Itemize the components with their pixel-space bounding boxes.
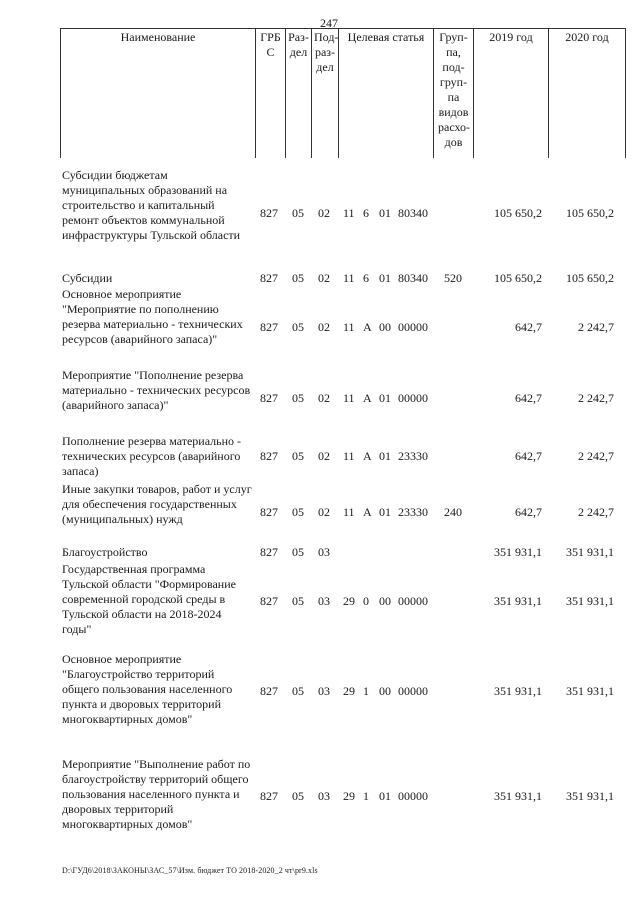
target-part4: 00000 [398, 320, 428, 334]
target-part2: А [363, 391, 372, 405]
grbs-code: 827 [260, 545, 278, 559]
target-part1: 11 [343, 271, 355, 285]
podrazdel-code: 03 [318, 594, 330, 608]
vid-code: 520 [444, 271, 462, 285]
target-part4: 00000 [398, 391, 428, 405]
grbs-code: 827 [260, 684, 278, 698]
razdel-code: 05 [292, 545, 304, 559]
amount-2019: 351 931,1 [494, 594, 542, 608]
razdel-code: 05 [292, 505, 304, 519]
header-name: Наименование [60, 28, 255, 158]
grbs-code: 827 [260, 206, 278, 220]
target-part3: 01 [379, 391, 391, 405]
header-target: Целевая статья [338, 28, 433, 158]
file-path-footer: D:\ГУД6\2018\ЗАКОНЫ\ЗАС_57\Изм. бюджет ТО 2018-2020_2 чт\pr9.xls [62, 866, 318, 875]
target-part1: 29 [343, 789, 355, 803]
row-name: Иные закупки товаров, работ и услуг для обеспечения государственных (муниципальных) нужд [62, 482, 252, 526]
target-part3: 01 [379, 789, 391, 803]
target-part3: 01 [379, 505, 391, 519]
grbs-code: 827 [260, 594, 278, 608]
target-part4: 23330 [398, 449, 428, 463]
target-part3: 01 [379, 271, 391, 285]
row-name: Пополнение резерва материально - технических ресурсов (аварийного запаса) [62, 434, 242, 478]
podrazdel-code: 02 [318, 320, 330, 334]
amount-2020: 351 931,1 [566, 684, 614, 698]
amount-2019: 642,7 [515, 449, 542, 463]
target-part1: 29 [343, 594, 355, 608]
vid-code: 240 [444, 505, 462, 519]
target-part4: 00000 [398, 594, 428, 608]
target-part3: 01 [379, 449, 391, 463]
target-part2: 6 [363, 271, 369, 285]
podrazdel-code: 02 [318, 391, 330, 405]
target-part4: 80340 [398, 271, 428, 285]
header-razdel: Раз- дел [285, 28, 311, 158]
podrazdel-code: 03 [318, 789, 330, 803]
target-part2: 1 [363, 684, 369, 698]
amount-2020: 2 242,7 [578, 320, 614, 334]
header-2019: 2019 год [473, 28, 548, 158]
row-name: Субсидии бюджетам муниципальных образований на строительство и капитальный ремонт объектов коммунальной инфраструктуры Тульской области [62, 168, 241, 242]
grbs-code: 827 [260, 271, 278, 285]
row-name: Благоустройство [62, 545, 148, 559]
amount-2020: 2 242,7 [578, 449, 614, 463]
target-part1: 11 [343, 391, 355, 405]
razdel-code: 05 [292, 684, 304, 698]
razdel-code: 05 [292, 391, 304, 405]
target-part1: 11 [343, 206, 355, 220]
row-name: Субсидии [62, 271, 113, 285]
row-name: Мероприятие "Выполнение работ по благоустройству территорий общего пользования населенного пункта и дворовых территорий многоквартирных домов" [62, 757, 251, 831]
target-part3: 00 [379, 594, 391, 608]
grbs-code: 827 [260, 789, 278, 803]
target-part4: 23330 [398, 505, 428, 519]
amount-2020: 105 650,2 [566, 271, 614, 285]
amount-2020: 351 931,1 [566, 594, 614, 608]
grbs-code: 827 [260, 505, 278, 519]
amount-2019: 642,7 [515, 320, 542, 334]
podrazdel-code: 02 [318, 449, 330, 463]
amount-2020: 2 242,7 [578, 505, 614, 519]
header-grbs: ГРБ С [255, 28, 285, 158]
razdel-code: 05 [292, 594, 304, 608]
podrazdel-code: 03 [318, 684, 330, 698]
target-part2: А [363, 505, 372, 519]
razdel-code: 05 [292, 271, 304, 285]
target-part1: 11 [343, 320, 355, 334]
row-name: Основное мероприятие "Мероприятие по пополнению резерва материально - технических ресурсов (аварийного запаса)" [62, 287, 243, 346]
podrazdel-code: 02 [318, 206, 330, 220]
amount-2019: 351 931,1 [494, 545, 542, 559]
grbs-code: 827 [260, 449, 278, 463]
amount-2019: 351 931,1 [494, 789, 542, 803]
amount-2020: 105 650,2 [566, 206, 614, 220]
target-part3: 01 [379, 206, 391, 220]
header-right-border [625, 28, 626, 158]
amount-2019: 105 650,2 [494, 271, 542, 285]
header-podrazdel: Под- раз- дел [311, 28, 338, 158]
razdel-code: 05 [292, 789, 304, 803]
razdel-code: 05 [292, 206, 304, 220]
row-name: Основное мероприятие "Благоустройство территорий общего пользования населенного пункта и дворовых территорий многоквартирных домов" [62, 652, 233, 726]
razdel-code: 05 [292, 320, 304, 334]
target-part4: 80340 [398, 206, 428, 220]
target-part1: 29 [343, 684, 355, 698]
header-2020: 2020 год [548, 28, 625, 158]
target-part1: 11 [343, 505, 355, 519]
header-vid: Груп- па, под- груп- па видов расхо- дов [433, 28, 473, 158]
target-part4: 00000 [398, 684, 428, 698]
podrazdel-code: 02 [318, 505, 330, 519]
amount-2020: 351 931,1 [566, 789, 614, 803]
target-part1: 11 [343, 449, 355, 463]
amount-2019: 351 931,1 [494, 684, 542, 698]
amount-2020: 351 931,1 [566, 545, 614, 559]
target-part3: 00 [379, 320, 391, 334]
target-part2: А [363, 320, 372, 334]
grbs-code: 827 [260, 320, 278, 334]
target-part4: 00000 [398, 789, 428, 803]
target-part2: 6 [363, 206, 369, 220]
page-number: 247 [320, 16, 338, 30]
grbs-code: 827 [260, 391, 278, 405]
target-part2: 1 [363, 789, 369, 803]
target-part2: 0 [363, 594, 369, 608]
amount-2019: 105 650,2 [494, 206, 542, 220]
razdel-code: 05 [292, 449, 304, 463]
amount-2020: 2 242,7 [578, 391, 614, 405]
podrazdel-code: 02 [318, 271, 330, 285]
amount-2019: 642,7 [515, 505, 542, 519]
row-name: Государственная программа Тульской области "Формирование современной городской среды в Тульской области на 2018-2024 годы" [62, 562, 236, 636]
amount-2019: 642,7 [515, 391, 542, 405]
row-name: Мероприятие "Пополнение резерва материально - технических ресурсов (аварийного запаса)" [62, 368, 251, 412]
podrazdel-code: 03 [318, 545, 330, 559]
target-part2: А [363, 449, 372, 463]
target-part3: 00 [379, 684, 391, 698]
